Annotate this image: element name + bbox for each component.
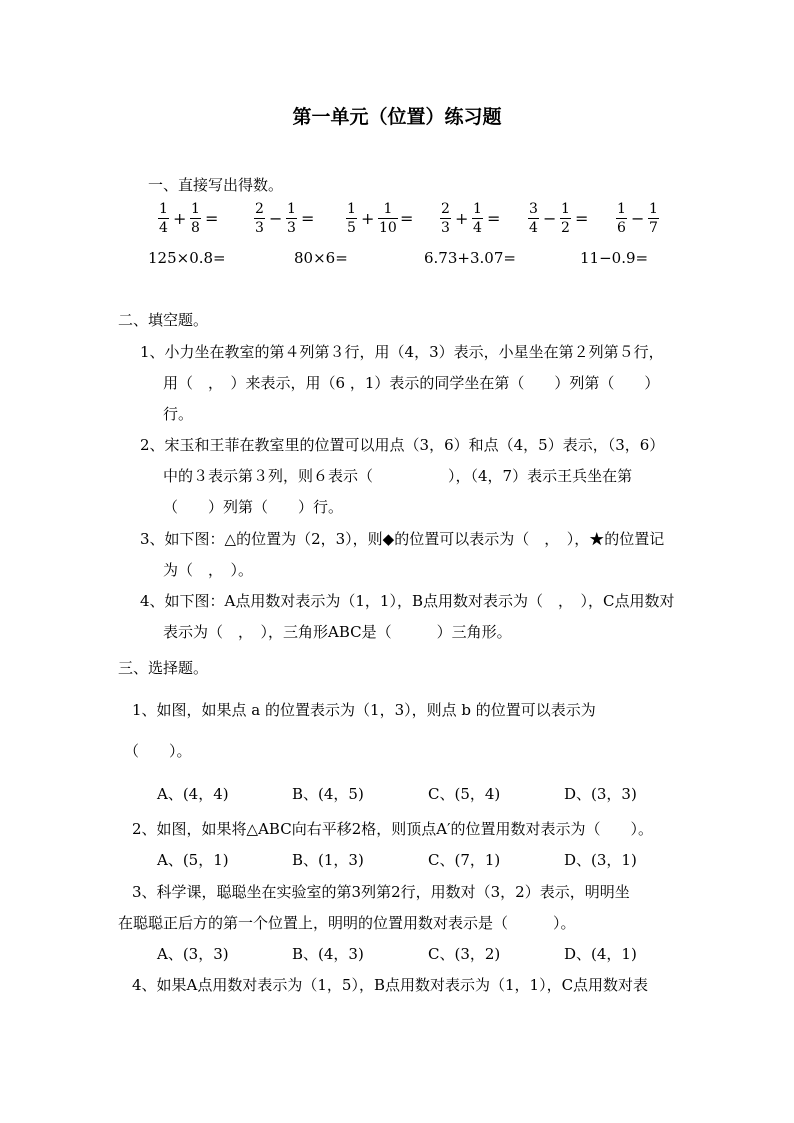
numerator: 1 <box>617 201 626 217</box>
operator: + <box>173 209 187 228</box>
equals-sign: = <box>301 209 315 228</box>
equals-sign: = <box>575 209 589 228</box>
denominator: 4 <box>159 220 168 236</box>
numerator: 3 <box>529 201 538 217</box>
denominator: 3 <box>255 220 264 236</box>
numerator: 1 <box>561 201 570 217</box>
numerator: 1 <box>649 201 658 217</box>
expr-2: 80×6= <box>294 249 348 267</box>
fraction-bar <box>440 218 451 219</box>
choice-q1-option-c: C、(5，4) <box>428 785 501 803</box>
numerator: 1 <box>287 201 296 217</box>
numerator: 2 <box>255 201 264 217</box>
fill-q1-line2: 用（ ， ）来表示，用（6 ，1）表示的同学坐在第（ ）列第（ ） <box>163 374 660 392</box>
fraction-bar <box>528 218 539 219</box>
equals-sign: = <box>487 209 501 228</box>
denominator: 4 <box>473 220 482 236</box>
denominator: 6 <box>617 220 626 236</box>
fill-q2-line2: 中的３表示第３列，则６表示（ ），（4，7）表示王兵坐在第 <box>163 467 633 485</box>
fraction-1-a <box>158 202 169 235</box>
fraction-1-b <box>190 202 201 235</box>
fraction-5-b <box>560 202 571 235</box>
denominator: 2 <box>561 220 570 236</box>
fill-q1-line1: 1、小力坐在教室的第４列第３行，用（4，3）表示，小星坐在第２列第５行， <box>140 343 664 361</box>
choice-q1-option-a: A、(4，4) <box>157 785 229 803</box>
choice-q3-option-d: D、(4，1) <box>564 945 637 963</box>
choice-q2-option-c: C、(7，1) <box>428 851 501 869</box>
denominator: 8 <box>191 220 200 236</box>
choice-q3-option-a: A、(3，3) <box>157 945 229 963</box>
fill-q2-line1: 2、宋玉和王菲在教室里的位置可以用点（3，6）和点（4，5）表示，（3，6） <box>140 436 665 454</box>
fraction-2-b <box>286 202 297 235</box>
fill-q2-line3: （ ）列第（ ）行。 <box>163 498 344 516</box>
choice-q3-option-b: B、(4，3) <box>292 945 364 963</box>
fill-q4-line1: 4、如下图：A点用数对表示为（1，1），B点用数对表示为（ ， ），C点用数对 <box>140 592 675 610</box>
fraction-bar <box>190 218 201 219</box>
choice-q3-option-c: C、(3，2) <box>428 945 501 963</box>
fraction-bar <box>616 218 627 219</box>
numerator: 1 <box>473 201 482 217</box>
denominator: 3 <box>441 220 450 236</box>
page-title: 第一单元（位置）练习题 <box>292 106 502 128</box>
choice-q1-option-b: B、(4，5) <box>292 785 364 803</box>
operator: + <box>455 209 469 228</box>
denominator: 4 <box>529 220 538 236</box>
fraction-4-a <box>440 202 451 235</box>
numerator: 1 <box>159 201 168 217</box>
operator: + <box>361 209 375 228</box>
numerator: 2 <box>441 201 450 217</box>
fill-q1-line3: 行。 <box>163 405 194 423</box>
choice-q3-stem-line1: 3、科学课，聪聪坐在实验室的第3列第2行，用数对（3，2）表示，明明坐 <box>132 883 630 901</box>
fraction-bar <box>378 218 398 219</box>
choice-q2-option-b: B、(1，3) <box>292 851 364 869</box>
expr-4: 11−0.9= <box>580 249 649 267</box>
denominator: 10 <box>379 220 397 236</box>
fill-q3-line2: 为（ ， ）。 <box>163 561 254 579</box>
choice-q2-option-a: A、(5，1) <box>157 851 229 869</box>
fraction-bar <box>472 218 483 219</box>
denominator: 3 <box>287 220 296 236</box>
choice-q1-blank: （ ）。 <box>124 742 192 760</box>
fraction-bar <box>648 218 659 219</box>
fraction-6-b <box>648 202 659 235</box>
choice-q2-option-d: D、(3，1) <box>564 851 637 869</box>
fraction-bar <box>254 218 265 219</box>
section3-heading: 三、选择题。 <box>118 659 209 677</box>
fill-q4-line2: 表示为（ ， ），三角形ABC是（ ）三角形。 <box>163 623 512 641</box>
fraction-bar <box>158 218 169 219</box>
numerator: 1 <box>347 201 356 217</box>
fraction-2-a <box>254 202 265 235</box>
operator: − <box>543 209 557 228</box>
fraction-5-a <box>528 202 539 235</box>
fraction-4-b <box>472 202 483 235</box>
fraction-bar <box>286 218 297 219</box>
fraction-bar <box>346 218 357 219</box>
section2-heading: 二、填空题。 <box>118 311 209 329</box>
operator: − <box>269 209 283 228</box>
denominator: 5 <box>347 220 356 236</box>
denominator: 7 <box>649 220 658 236</box>
fraction-6-a <box>616 202 627 235</box>
fill-q3-line1: 3、如下图：△的位置为（2，3），则◆的位置可以表示为（ ， ），★的位置记 <box>140 530 665 548</box>
fraction-3-a <box>346 202 357 235</box>
fraction-bar <box>560 218 571 219</box>
numerator: 1 <box>191 201 200 217</box>
choice-q1-option-d: D、(3，3) <box>564 785 637 803</box>
equals-sign: = <box>400 209 414 228</box>
numerator: 1 <box>383 201 393 217</box>
choice-q1-stem: 1、如图，如果点 a 的位置表示为（1，3），则点 b 的位置可以表示为 <box>132 701 596 719</box>
section1-heading: 一、直接写出得数。 <box>148 176 284 194</box>
choice-q2-stem: 2、如图，如果将△ABC向右平移2格，则顶点A′的位置用数对表示为（ ）。 <box>132 820 653 838</box>
choice-q3-stem-line2: 在聪聪正后方的第一个位置上，明明的位置用数对表示是（ ）。 <box>118 914 576 932</box>
expr-1: 125×0.8= <box>148 249 226 267</box>
operator: − <box>631 209 645 228</box>
expr-3: 6.73+3.07= <box>424 249 516 267</box>
choice-q4-stem: 4、如果A点用数对表示为（1，5），B点用数对表示为（1，1），C点用数对表 <box>132 976 649 994</box>
fraction-3-b <box>378 202 398 235</box>
equals-sign: = <box>205 209 219 228</box>
